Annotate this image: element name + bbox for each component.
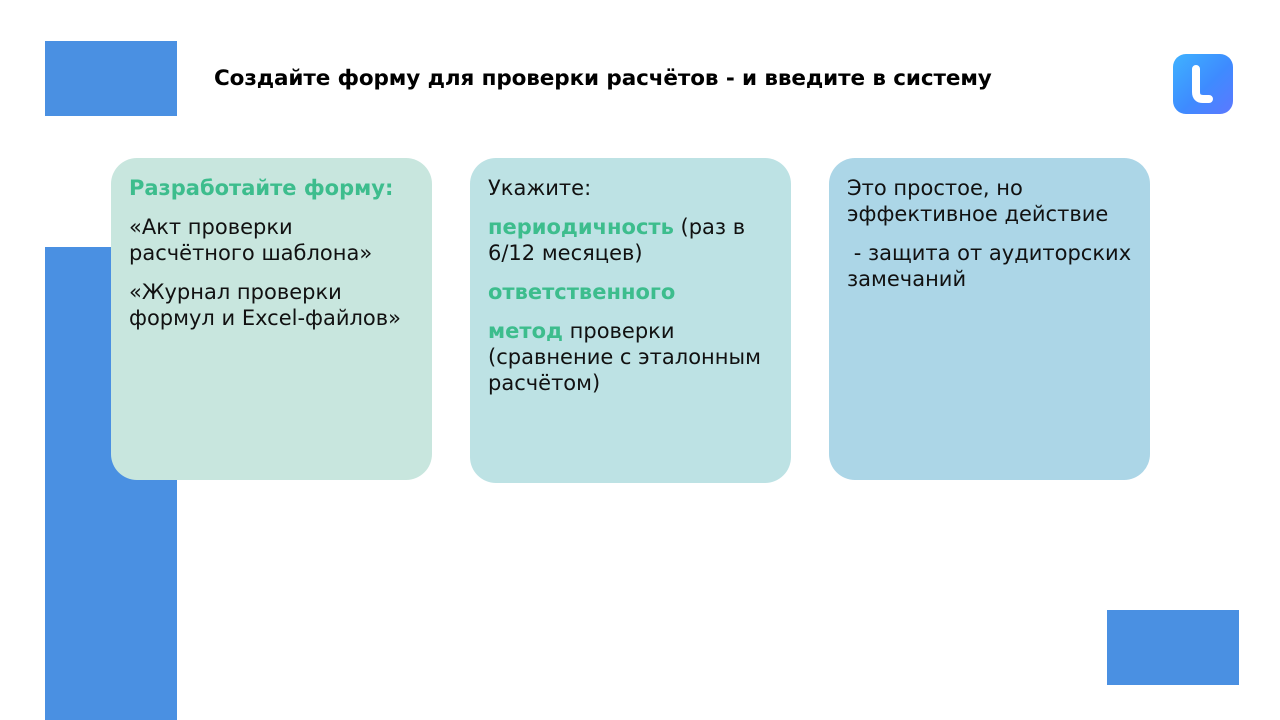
card-1-item-journal: «Журнал проверки формул и Excel-файлов» bbox=[129, 280, 401, 330]
slide-title: Создайте форму для проверки расчётов - и введите в систему bbox=[214, 66, 992, 91]
periodicity-detail: (раз в 6/12 месяцев) bbox=[488, 215, 746, 265]
card-develop-form bbox=[111, 158, 432, 480]
method-label: метод bbox=[488, 319, 563, 343]
method-detail: проверки (сравнение с эталонным расчётом) bbox=[488, 319, 761, 395]
card-2-responsible: ответственного bbox=[488, 280, 676, 304]
brand-logo-icon bbox=[1173, 54, 1233, 114]
card-2-method bbox=[488, 318, 773, 396]
card-3-text-1: Это простое, но эффективное действие bbox=[847, 176, 1109, 226]
card-3-text-2: - защита от аудиторских замечаний bbox=[847, 241, 1138, 291]
card-specify bbox=[470, 158, 791, 483]
card-2-intro: Укажите: bbox=[488, 176, 592, 200]
card-1-heading: Разработайте форму: bbox=[129, 176, 394, 200]
card-1-item-act: «Акт проверки расчётного шаблона» bbox=[129, 215, 373, 265]
decor-block-top-left bbox=[45, 41, 177, 116]
periodicity-label: периодичность bbox=[488, 215, 674, 239]
decor-block-bottom-right bbox=[1107, 610, 1239, 685]
card-benefit bbox=[829, 158, 1150, 480]
card-2-periodicity bbox=[488, 214, 773, 266]
